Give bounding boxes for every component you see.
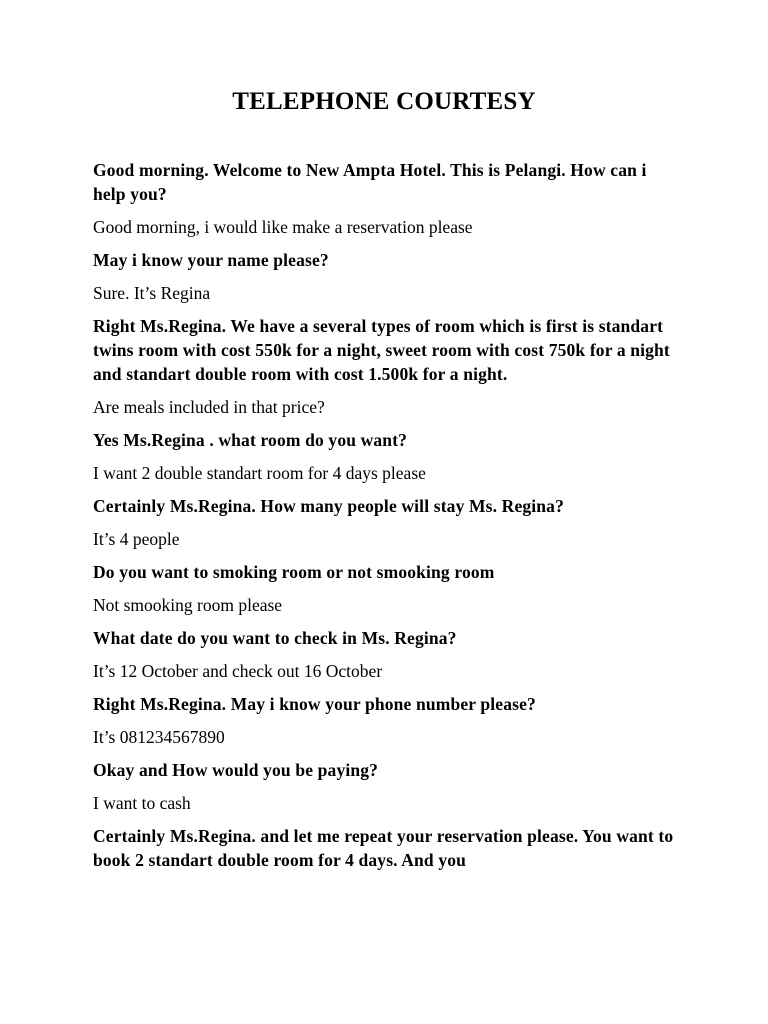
staff-line: Certainly Ms.Regina. How many people will stay Ms. Regina?	[93, 496, 564, 516]
dialogue-body	[93, 158, 683, 881]
staff-line: Do you want to smoking room or not smooking room	[93, 562, 495, 582]
guest-line: I want 2 double standart room for 4 days please	[93, 463, 426, 483]
staff-line: Certainly Ms.Regina. and let me repeat your reservation please. You want to book 2 standart double room for 4 days. And you	[93, 826, 674, 870]
staff-line: Right Ms.Regina. May i know your phone number please?	[93, 694, 536, 714]
staff-line: Good morning. Welcome to New Ampta Hotel. This is Pelangi. How can i help you?	[93, 160, 647, 204]
guest-line: It’s 12 October and check out 16 October	[93, 661, 383, 681]
staff-line: May i know your name please?	[93, 250, 329, 270]
staff-line: What date do you want to check in Ms. Regina?	[93, 628, 457, 648]
guest-line: Good morning, i would like make a reservation please	[93, 217, 473, 237]
guest-line: Sure. It’s Regina	[93, 283, 211, 303]
staff-line: Okay and How would you be paying?	[93, 760, 379, 780]
staff-line: Yes Ms.Regina . what room do you want?	[93, 430, 408, 450]
document-title: TELEPHONE COURTESY	[232, 88, 536, 115]
guest-line: I want to cash	[93, 793, 191, 813]
guest-line: It’s 081234567890	[93, 727, 225, 747]
guest-line: Are meals included in that price?	[93, 397, 325, 417]
guest-line: Not smooking room please	[93, 595, 283, 615]
staff-line: Right Ms.Regina. We have a several types of room which is first is standart twins room with cost 550k for a night, sweet room with cost 750k for a night and standart double room with cost 1.500k for a night.	[93, 316, 670, 384]
guest-line: It’s 4 people	[93, 529, 180, 549]
